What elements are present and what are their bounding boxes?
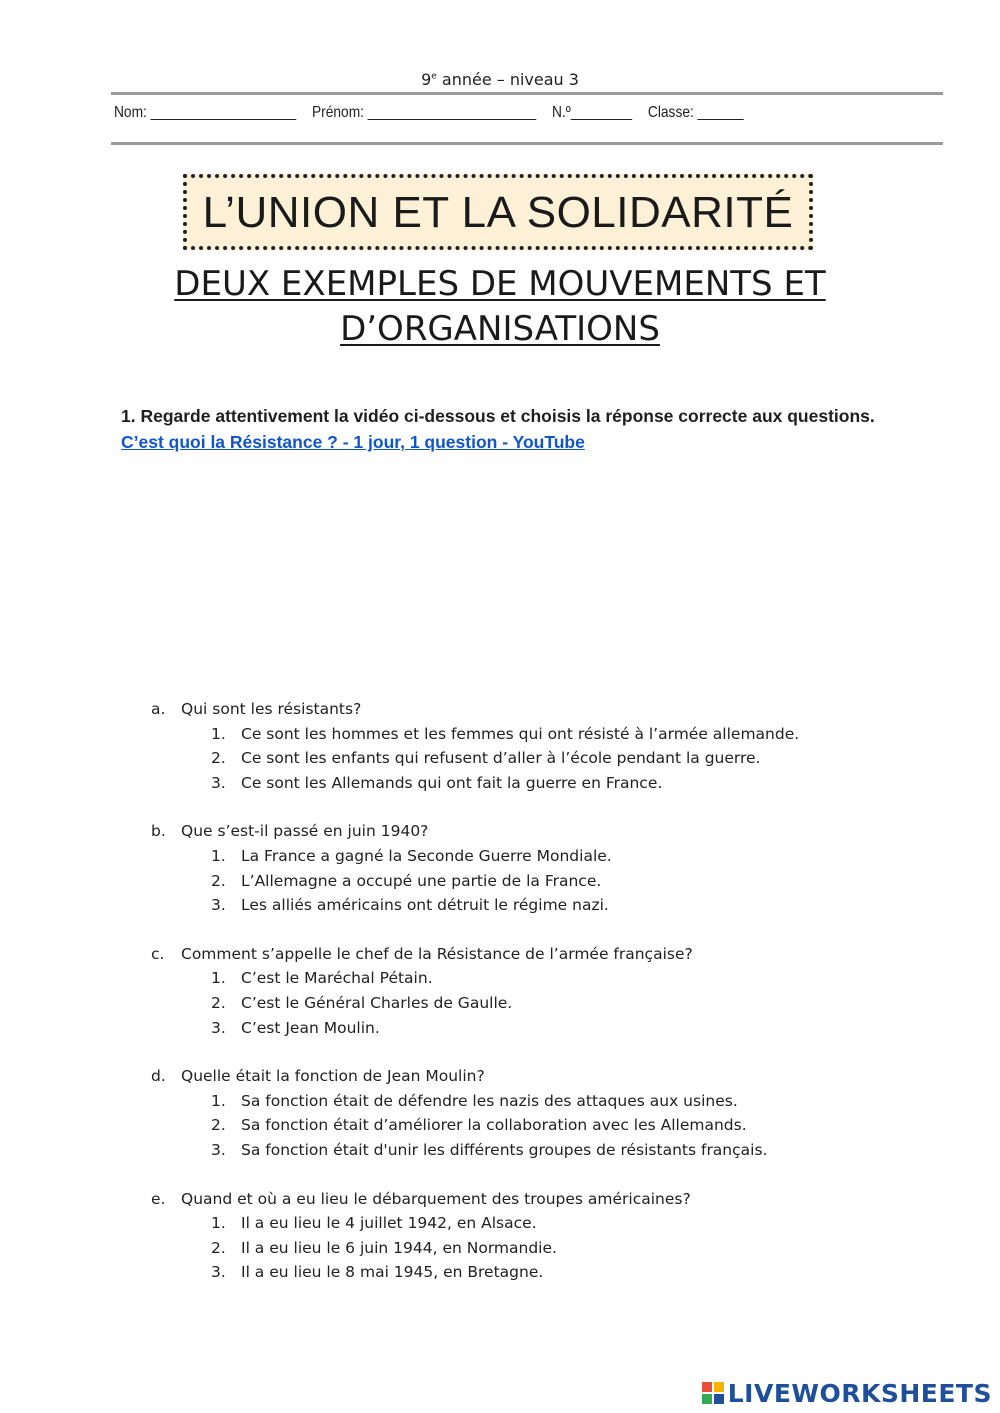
answer-option[interactable] (151, 1236, 951, 1261)
question-letter: e. (151, 1189, 166, 1208)
liveworksheets-logo-icon (702, 1382, 724, 1404)
option-text: Ce sont les Allemands qui ont fait la guerre en France. (241, 773, 663, 792)
option-number: 2. (211, 1238, 226, 1257)
header-top-rule (111, 92, 943, 95)
grade-suffix: année – niveau 3 (436, 70, 579, 89)
question-text: Comment s’appelle le chef de la Résistance de l’armée française? (181, 944, 693, 963)
question-letter: a. (151, 700, 166, 718)
nom-field[interactable]: Nom: ___________________ (114, 104, 297, 121)
question-text-line (151, 1187, 951, 1212)
option-text: Il a eu lieu le 6 juin 1944, en Normandie. (241, 1238, 557, 1257)
answer-option[interactable] (151, 1211, 951, 1236)
option-number: 3. (211, 896, 226, 915)
student-info-fields (114, 104, 756, 128)
question-text-line (151, 697, 951, 722)
answer-option[interactable] (151, 991, 951, 1016)
option-text: Ce sont les hommes et les femmes qui ont résisté à l’armée allemande. (241, 724, 800, 743)
question-text-line (151, 1064, 951, 1089)
option-number: 3. (211, 773, 226, 792)
grade-number: 9 (421, 70, 432, 89)
option-text: L’Allemagne a occupé une partie de la France. (241, 871, 602, 890)
option-number: 1. (211, 969, 226, 988)
youtube-video-link[interactable]: C’est quoi la Résistance ? - 1 jour, 1 question - YouTube (121, 432, 585, 452)
grade-superscript: e (431, 71, 437, 82)
option-text: Sa fonction était d'unir les différents groupes de résistants français. (241, 1140, 768, 1159)
option-number: 2. (211, 749, 226, 768)
subtitle-line-2: D’ORGANISATIONS (340, 309, 660, 349)
question-list (151, 697, 951, 1309)
option-number: 3. (211, 1018, 226, 1037)
page-title: L’UNION ET LA SOLIDARITÉ (202, 188, 794, 237)
option-text: Il a eu lieu le 4 juillet 1942, en Alsace. (241, 1214, 537, 1233)
answer-option[interactable] (151, 746, 951, 771)
option-number: 1. (211, 1214, 226, 1233)
option-number: 2. (211, 871, 226, 890)
question-letter: c. (151, 944, 165, 963)
brand-name: LIVEWORKSHEETS (727, 1378, 992, 1408)
answer-option[interactable] (151, 1016, 951, 1041)
question-d (151, 1064, 951, 1162)
answer-option[interactable] (151, 893, 951, 918)
instruction-text: 1. Regarde attentivement la vidéo ci-dessous et choisis la réponse correcte aux questions. (121, 406, 875, 426)
option-text: Sa fonction était d’améliorer la collaboration avec les Allemands. (241, 1116, 747, 1135)
question-c (151, 942, 951, 1040)
option-text: Sa fonction était de défendre les nazis des attaques aux usines. (241, 1091, 738, 1110)
answer-option[interactable] (151, 1089, 951, 1114)
question-e (151, 1187, 951, 1285)
question-text: Qui sont les résistants? (181, 700, 362, 718)
option-number: 1. (211, 724, 226, 743)
question-letter: b. (151, 822, 166, 841)
option-text: Ce sont les enfants qui refusent d’aller à l’école pendant la guerre. (241, 749, 761, 768)
question-text-line (151, 819, 951, 844)
header-bottom-rule (111, 142, 943, 145)
option-number: 1. (211, 1091, 226, 1110)
answer-option[interactable] (151, 1138, 951, 1163)
answer-option[interactable] (151, 1113, 951, 1138)
option-number: 2. (211, 1116, 226, 1135)
question-text-line (151, 942, 951, 967)
option-text: C’est le Général Charles de Gaulle. (241, 993, 513, 1012)
answer-option[interactable] (151, 869, 951, 894)
subtitle-line-1: DEUX EXEMPLES DE MOUVEMENTS ET (174, 264, 826, 304)
classe-field[interactable]: Classe: ______ (647, 104, 744, 121)
option-text: C’est le Maréchal Pétain. (241, 969, 433, 988)
option-text: Il a eu lieu le 8 mai 1945, en Bretagne. (241, 1263, 544, 1282)
prenom-field[interactable]: Prénom: ______________________ (311, 104, 537, 121)
option-number: 3. (211, 1263, 226, 1282)
answer-option[interactable] (151, 771, 951, 796)
answer-option[interactable] (151, 722, 951, 747)
instruction (121, 403, 881, 455)
option-number: 1. (211, 846, 226, 865)
question-text: Quelle était la fonction de Jean Moulin? (181, 1067, 485, 1086)
option-text: La France a gagné la Seconde Guerre Mondiale. (241, 846, 612, 865)
question-b (151, 819, 951, 917)
question-text: Quand et où a eu lieu le débarquement des troupes américaines? (181, 1189, 691, 1208)
question-text: Que s’est-il passé en juin 1940? (181, 822, 429, 841)
answer-option[interactable] (151, 844, 951, 869)
answer-option[interactable] (151, 1260, 951, 1285)
option-number: 3. (211, 1140, 226, 1159)
title-box (183, 174, 813, 250)
option-text: Les alliés américains ont détruit le régime nazi. (241, 896, 609, 915)
page-subtitle (120, 262, 880, 352)
option-number: 2. (211, 993, 226, 1012)
question-a (151, 697, 951, 795)
question-letter: d. (151, 1067, 166, 1086)
numero-field[interactable]: N.º________ (552, 104, 633, 121)
liveworksheets-brand (702, 1378, 992, 1408)
grade-level (0, 70, 1000, 89)
answer-option[interactable] (151, 966, 951, 991)
option-text: C’est Jean Moulin. (241, 1018, 380, 1037)
